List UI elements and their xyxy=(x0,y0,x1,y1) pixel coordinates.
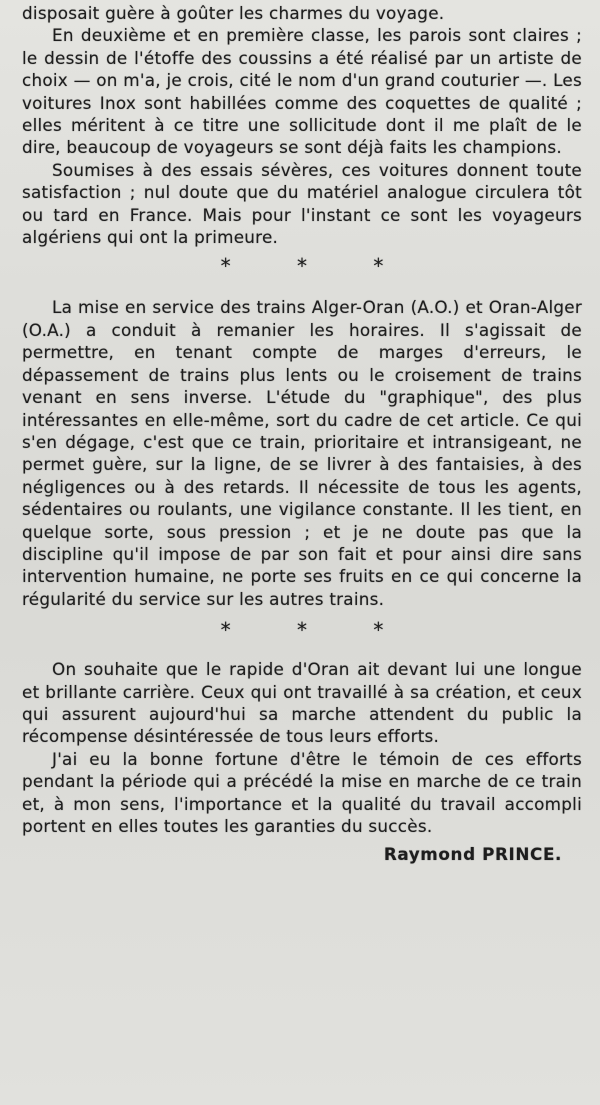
paragraph-wishes: On souhaite que le rapide d'Oran ait devant lui une longue et brillante carrière. Ceux qui ont travaillé à sa création, et ceux qui assurent aujourd'hui sa marche attendent du public la récompense désintéressée de tous leurs efforts. xyxy=(22,659,582,747)
paragraph-tests: Soumises à des essais sévères, ces voitures donnent toute satisfaction ; nul doute que du matériel analogue circulera tôt ou tard en France. Mais pour l'instant ce sont les voyageurs algériens qui ont la primeure. xyxy=(22,159,582,248)
paragraph-voyage-end: disposait guère à goûter les charmes du voyage. xyxy=(22,3,445,23)
section-separator: * * * xyxy=(220,618,414,643)
paragraph-timetables: La mise en service des trains Alger-Oran (A.O.) et Oran-Alger (O.A.) a conduit à remanier les horaires. Il s'agissait de permettre, en tenant compte de marges d'erreurs, le dépassement de trains plus lents ou le croisement de trains venant en sens inverse. L'étude du "graphique", des plus intéressantes en elle-même, sort du cadre de cet article. Ce qui s'en dégage, c'est que ce train, prioritaire et intransigeant, ne permet guère, sur la ligne, de se livrer à des fantaisies, à des négligences ou à des retards. Il nécessite de tous les agents, sédentaires ou roulants, une vigilance constante. Il les tient, en quelque sorte, sous pression ; et je ne doute pas que la discipline qu'il impose de par son fait et pour ainsi dire sans intervention humaine, ne porte ses fruits en ce qui concerne la régularité du service sur les autres trains. xyxy=(22,297,582,609)
author-signature: Raymond PRINCE. xyxy=(383,844,562,865)
paragraph-conclusion: J'ai eu la bonne fortune d'être le témoin de ces efforts pendant la période qui a précédé la mise en marche de ce train et, à mon sens, l'importance et la qualité du travail accompli portent en elles toutes les garanties du succès. xyxy=(22,748,582,836)
section-separator: * * * xyxy=(220,254,414,279)
paragraph-interior-description: En deuxième et en première classe, les parois sont claires ; le dessin de l'étoffe des coussins a été réalisé par un artiste de choix — on m'a, je crois, cité le nom d'un grand couturier —. Les voitures Inox sont habillées comme des coquettes de qualité ; elles méritent à ce titre une sollicitude dont il me plaît de le dire, beaucoup de voyageurs se sont déjà faits les champions. xyxy=(22,25,582,158)
